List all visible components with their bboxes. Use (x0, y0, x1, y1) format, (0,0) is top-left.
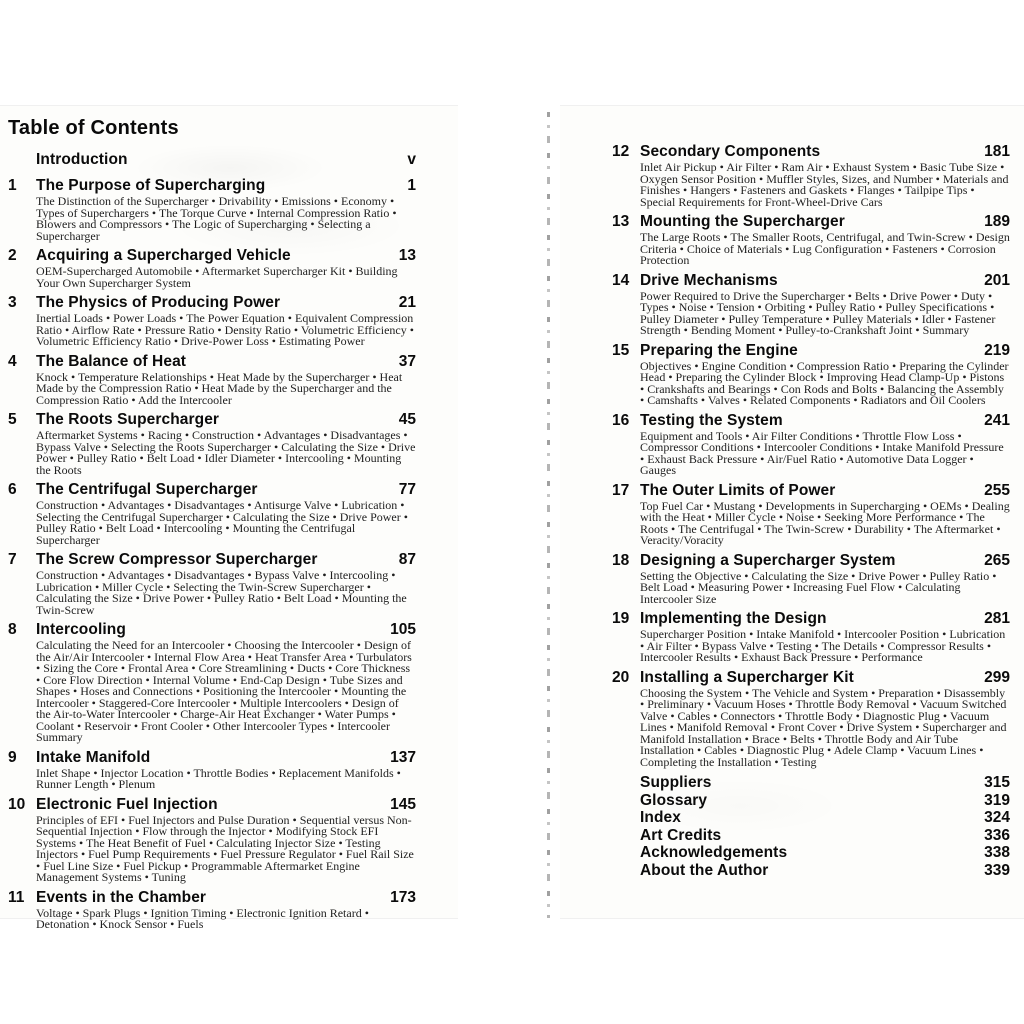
chapter-title: Installing a Supercharger Kit (640, 668, 854, 686)
chapter-number (612, 774, 640, 792)
chapter-title: The Outer Limits of Power (640, 481, 836, 499)
chapter-number: 14 (612, 271, 630, 289)
chapter-title: Intake Manifold (36, 748, 151, 766)
chapter-page-number: 105 (390, 621, 416, 638)
chapter-topics: The Large Roots • The Smaller Roots, Centrifugal, and Twin-Screw • Design Criteria • Choice of Materials • Lug Configuration • Fasteners • Corrosion Protection (640, 230, 1010, 267)
toc-entry-ch20 (612, 670, 1010, 769)
toc-entry-ch1 (8, 178, 416, 242)
entry-page-number: 336 (984, 826, 1010, 844)
chapter-number: 1 (8, 177, 17, 194)
chapter-page-number: 181 (984, 143, 1010, 160)
chapter-number: 19 (612, 610, 630, 627)
chapter-page-number: 265 (984, 551, 1010, 569)
chapter-topics: Equipment and Tools • Air Filter Conditions • Throttle Flow Loss • Compressor Conditions • Intercooler Conditions • Intake Manifold Pressure • Exhaust Back Pressure • Air/Fuel Ratio • Automotive Data Logger • Gauges (640, 428, 1004, 477)
chapter-topics: The Distinction of the Supercharger • Drivability • Emissions • Economy • Types of Superchargers • The Torque Curve • Internal Compression Ratio • Blowers and Compressors • The Logic of Supercharging • Selecting a Supercharger (36, 194, 397, 243)
chapter-number: 5 (8, 411, 17, 428)
chapter-page-number: 201 (984, 271, 1010, 289)
entry-page-number: 338 (984, 844, 1010, 861)
chapter-number: 11 (8, 888, 25, 906)
chapter-topics: OEM-Supercharged Automobile • Aftermarket Supercharger Kit • Building Your Own Supercharger System (36, 264, 398, 290)
toc-entry-ch2 (8, 248, 416, 289)
chapter-number (612, 844, 640, 862)
chapter-topics: Inlet Air Pickup • Air Filter • Ram Air • Exhaust System • Basic Tube Size • Oxygen Sensor Position • Muffler Styles, Sizes, and Number • Materials and Finishes • Hangers • Fasteners and Gaskets • Flanges • Tailpipe Tips • Special Requirements for Front-Wheel-Drive Cars (640, 160, 1009, 209)
chapter-number: 12 (612, 143, 630, 160)
chapter-topics: Inlet Shape • Injector Location • Throttle Bodies • Replacement Manifolds • Runner Length • Plenum (36, 765, 401, 791)
chapter-number (612, 862, 640, 880)
chapter-page-number: 299 (984, 668, 1010, 686)
gutter-torn-edge (547, 112, 550, 918)
toc-entry-index (612, 809, 1010, 827)
chapter-title: The Purpose of Supercharging (36, 177, 266, 194)
chapter-topics: Setting the Objective • Calculating the Size • Drive Power • Pulley Ratio • Belt Load • Measuring Power • Increasing Fuel Flow • Calculating Intercooler Size (640, 568, 997, 606)
chapter-number: 16 (612, 411, 630, 429)
chapter-number: 9 (8, 748, 17, 766)
toc-entry-ch6 (8, 482, 416, 546)
left-page (0, 106, 458, 931)
toc-entry-ch9 (8, 750, 416, 791)
chapter-number: 2 (8, 247, 17, 264)
chapter-topics: Inertial Loads • Power Loads • The Power Equation • Equivalent Compression Ratio • Airflow Rate • Pressure Ratio • Density Ratio • Volumetric Efficiency • Volumetric Efficiency Ratio • Drive-Power Loss • Estimating Power (36, 311, 414, 348)
chapter-number: 20 (612, 668, 630, 686)
chapter-page-number: 219 (984, 341, 1010, 359)
entry-title: About the Author (640, 861, 769, 879)
chapter-title: The Physics of Producing Power (36, 294, 281, 311)
toc-entry-ch14 (612, 273, 1010, 337)
chapter-title: Intercooling (36, 621, 126, 638)
entry-title: Introduction (36, 151, 128, 168)
chapter-page-number: 1 (407, 177, 416, 194)
chapter-title: Secondary Components (640, 143, 821, 160)
chapter-page-number: 21 (398, 294, 416, 311)
toc-entry-ch15 (612, 343, 1010, 407)
toc-entry-ch3 (8, 295, 416, 348)
chapter-topics: Aftermarket Systems • Racing • Construction • Advantages • Disadvantages • Bypass Valve • Selecting the Roots Supercharger • Calculating the Size • Drive Power • Pulley Ratio • Belt Load • Idler Diameter • Intercooling • Mounting the Roots (36, 428, 416, 477)
chapter-topics: Top Fuel Car • Mustang • Developments in Supercharging • OEMs • Dealing with the Heat • Miller Cycle • Noise • Seeking More Performance • The Roots • The Centrifugal • The Twin-Screw • Durability • The Aftermarket • Veracity/Voracity (640, 498, 1010, 547)
chapter-number: 10 (8, 795, 26, 813)
toc-entry-ch12 (612, 144, 1010, 208)
chapter-page-number: 173 (390, 888, 416, 906)
chapter-title: Acquiring a Supercharged Vehicle (36, 247, 291, 264)
chapter-page-number: 145 (390, 795, 416, 813)
chapter-number: 4 (8, 352, 17, 370)
chapter-number: 8 (8, 621, 17, 638)
chapter-number (8, 152, 36, 170)
toc-entry-ch10 (8, 797, 416, 884)
chapter-page-number: 37 (398, 352, 416, 370)
entry-title: Suppliers (640, 774, 712, 791)
entry-page-number: 339 (984, 861, 1010, 879)
toc-entry-ch4 (8, 354, 416, 407)
toc-entry-suppliers (612, 774, 1010, 792)
chapter-page-number: 13 (398, 247, 416, 264)
chapter-topics: Knock • Temperature Relationships • Heat Made by the Supercharger • Heat Made by the Compression Ratio • Heat Made by the Supercharger and the Compression Ratio • Add the Intercooler (36, 369, 403, 407)
chapter-topics: Principles of EFI • Fuel Injectors and Pulse Duration • Sequential versus Non-Sequential Injection • Flow through the Injector • Modifying Stock EFI Systems • The Heat Benefit of Fuel • Calculating Injector Size • Testing Injectors • Fuel Pump Requirements • Fuel Pressure Regulator • Fuel Rail Size • Fuel Line Size • Fuel Pickup • Programmable Aftermarket Engine Management Systems • Tuning (36, 812, 414, 884)
toc-entry-ch5 (8, 412, 416, 476)
chapter-title: Testing the System (640, 411, 783, 429)
entry-title: Art Credits (640, 826, 722, 844)
chapter-title: Designing a Supercharger System (640, 551, 896, 569)
chapter-title: Preparing the Engine (640, 341, 798, 359)
chapter-page-number: 189 (984, 213, 1010, 230)
chapter-title: Events in the Chamber (36, 888, 207, 906)
right-page (560, 106, 1024, 918)
chapter-topics: Voltage • Spark Plugs • Ignition Timing • Electronic Ignition Retard • Detonation • Knock Sensor • Fuels (36, 905, 369, 931)
entry-page-number: v (407, 151, 416, 168)
page-title: Table of Contents (8, 117, 179, 139)
entry-title: Index (640, 809, 681, 826)
toc-entry-ch19 (612, 611, 1010, 664)
chapter-page-number: 281 (984, 610, 1010, 627)
chapter-topics: Choosing the System • The Vehicle and System • Preparation • Disassembly • Preliminary • Vacuum Hoses • Throttle Body Removal • Vacuum Switched Valve • Cables • Connectors • Throttle Body • Diagnostic Plug • Vacuum Lines • Manifold Removal • Front Cover • Drive System • Supercharger and Manifold Installation • Brace • Belts • Throttle Body and Air Tube Installation • Cables • Diagnostic Plug • Adele Clamp • Vacuum Lines • Completing the Installation • Testing (640, 685, 1007, 769)
chapter-number: 13 (612, 213, 630, 230)
chapter-title: The Screw Compressor Supercharger (36, 551, 318, 568)
toc-entry-ch16 (612, 413, 1010, 477)
entry-title: Acknowledgements (640, 844, 788, 861)
chapter-number: 15 (612, 341, 630, 359)
chapter-title: The Centrifugal Supercharger (36, 481, 258, 498)
chapter-number: 17 (612, 481, 630, 499)
chapter-topics: Construction • Advantages • Disadvantages • Bypass Valve • Intercooling • Lubrication • Miller Cycle • Selecting the Twin-Screw Supercharger • Calculating the Size • Drive Power • Pulley Ratio • Belt Load • Mounting the Twin-Screw (36, 568, 407, 617)
entry-title: Glossary (640, 791, 708, 809)
chapter-topics: Construction • Advantages • Disadvantages • Antisurge Valve • Lubrication • Selecting the Centrifugal Supercharger • Calculating the Size • Drive Power • Pulley Ratio • Belt Load • Intercooling • Mounting the Centrifugal Supercharger (36, 498, 408, 547)
entry-page-number: 324 (984, 809, 1010, 826)
chapter-title: Mounting the Supercharger (640, 213, 845, 230)
chapter-title: Implementing the Design (640, 610, 827, 627)
entry-page-number: 319 (984, 791, 1010, 809)
chapter-topics: Power Required to Drive the Supercharger • Belts • Drive Power • Duty • Types • Noise • Tension • Orbiting • Pulley Ratio • Pulley Specifications • Pulley Diameter • Pulley Temperature • Pulley Materials • Idler • Fastener Strength • Bending Moment • Pulley-to-Crankshaft Joint • Summary (640, 288, 996, 337)
toc-entry-introduction (8, 152, 416, 170)
chapter-number: 7 (8, 551, 17, 568)
toc-entry-ch8 (8, 622, 416, 744)
chapter-page-number: 77 (398, 481, 416, 498)
toc-entry-ch7 (8, 552, 416, 616)
chapter-number: 6 (8, 481, 17, 498)
chapter-title: The Roots Supercharger (36, 411, 220, 428)
toc-entry-ch17 (612, 483, 1010, 547)
chapter-number (612, 809, 640, 827)
chapter-page-number: 45 (398, 411, 416, 428)
chapter-topics: Objectives • Engine Condition • Compression Ratio • Preparing the Cylinder Head • Preparing the Cylinder Block • Improving Head Clamp-Up • Pistons • Crankshafts and Bearings • Con Rods and Bolts • Balancing the Assembly • Camshafts • Valves • Related Components • Radiators and Oil Coolers (640, 358, 1009, 407)
chapter-number (612, 792, 640, 810)
toc-entry-glossary (612, 792, 1010, 810)
chapter-title: The Balance of Heat (36, 352, 187, 370)
toc-entry-ch18 (612, 553, 1010, 606)
chapter-title: Drive Mechanisms (640, 271, 778, 289)
toc-entry-ch11 (8, 890, 416, 931)
chapter-page-number: 87 (398, 551, 416, 568)
chapter-page-number: 255 (984, 481, 1010, 499)
toc-entry-about-the-author (612, 862, 1010, 880)
chapter-number: 18 (612, 551, 630, 569)
chapter-page-number: 137 (390, 748, 416, 766)
chapter-number: 3 (8, 294, 17, 311)
chapter-page-number: 241 (984, 411, 1010, 429)
chapter-topics: Calculating the Need for an Intercooler • Choosing the Intercooler • Design of the Air/Air Intercooler • Internal Flow Area • Heat Transfer Area • Turbulators • Sizing the Core • Frontal Area • Core Streamlining • Ducts • Core Thickness • Core Flow Direction • Internal Volume • End-Cap Design • Tube Sizes and Shapes • Hoses and Connections • Positioning the Intercooler • Mounting the Intercooler • Staggered-Core Intercooler • Multiple Intercoolers • Design of the Air-to-Water Intercooler • Charge-Air Heat Exchanger • Water Pumps • Coolant • Reservoir • Front Cooler • Other Intercooler Types • Intercooler Summary (36, 638, 412, 744)
chapter-title: Electronic Fuel Injection (36, 795, 218, 813)
chapter-topics: Supercharger Position • Intake Manifold • Intercooler Position • Lubrication • Air Filter • Bypass Valve • Testing • The Details • Compressor Results • Intercooler Results • Exhaust Back Pressure • Performance (640, 627, 1006, 664)
toc-entry-acknowledgements (612, 844, 1010, 862)
chapter-number (612, 827, 640, 845)
toc-entry-ch13 (612, 214, 1010, 267)
toc-entry-art-credits (612, 827, 1010, 845)
entry-page-number: 315 (984, 774, 1010, 791)
